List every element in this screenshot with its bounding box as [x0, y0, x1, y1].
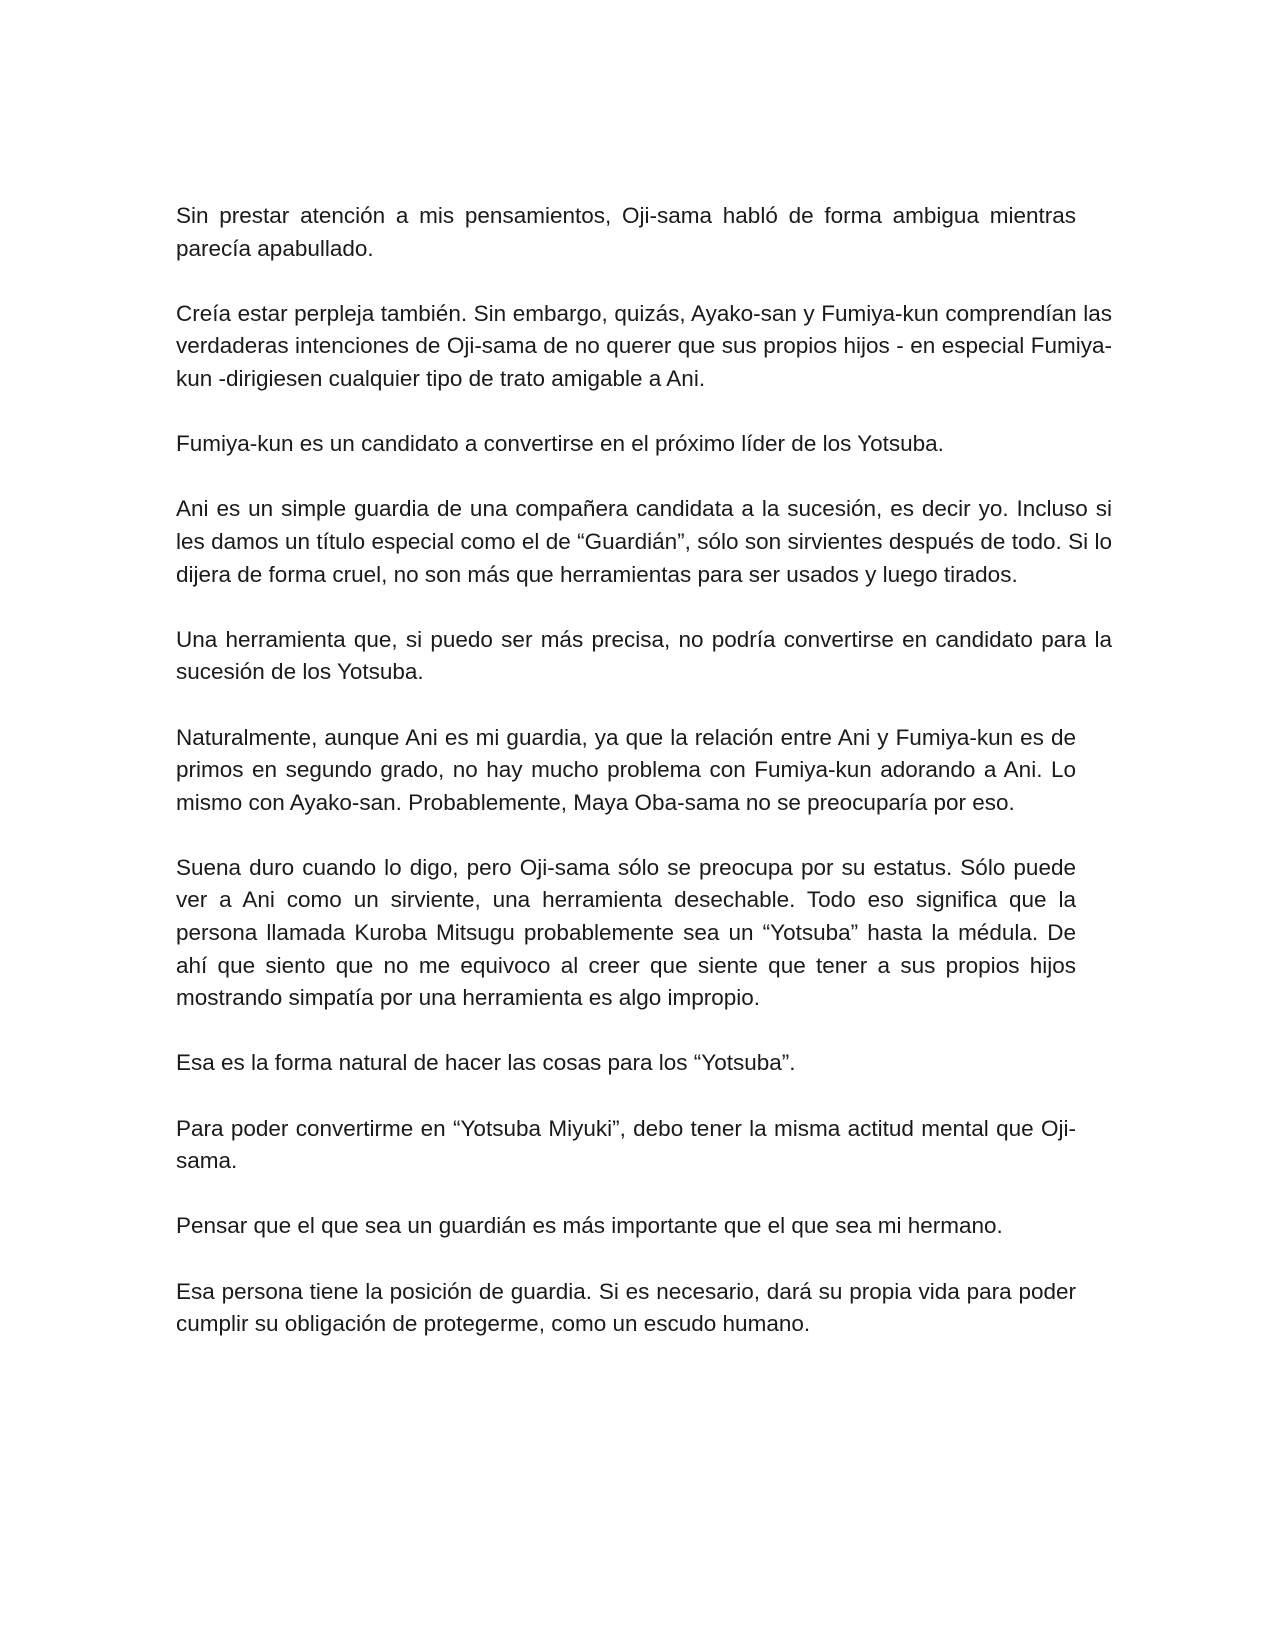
paragraph-1: Sin prestar atención a mis pensamientos, Oji-sama habló de forma ambigua mientras parecía apabullado.	[176, 203, 1076, 261]
paragraph-9: Para poder convertirme en “Yotsuba Miyuki”, debo tener la misma actitud mental que Oji-sama.	[176, 1115, 1076, 1174]
paragraph-10: Pensar que el que sea un guardián es más importante que el que sea mi hermano.	[176, 1213, 1003, 1239]
paragraph-11: Esa persona tiene la posición de guardia. Si es necesario, dará su propia vida para poder cumplir su obligación de protegerme, como un escudo humano.	[176, 1278, 1076, 1337]
paragraph-4: Ani es un simple guardia de una compañera candidata a la sucesión, es decir yo. Incluso si les damos un título especial como el de “Guardián”, sólo son sirvientes después de todo. Si lo dijera de forma cruel, no son más que herramientas para ser usados y luego tirados.	[176, 496, 1112, 587]
paragraph-6: Naturalmente, aunque Ani es mi guardia, ya que la relación entre Ani y Fumiya-kun es de primos en segundo grado, no hay mucho problema con Fumiya-kun adorando a Ani. Lo mismo con Ayako-san. Probablemente, Maya Oba-sama no se preocuparía por eso.	[176, 724, 1076, 815]
paragraph-3: Fumiya-kun es un candidato a convertirse en el próximo líder de los Yotsuba.	[176, 431, 944, 457]
paragraph-5: Una herramienta que, si puedo ser más precisa, no podría convertirse en candidato para la sucesión de los Yotsuba.	[176, 626, 1112, 685]
document-body	[176, 200, 1112, 1373]
paragraph-7: Suena duro cuando lo digo, pero Oji-sama sólo se preocupa por su estatus. Sólo puede ver a Ani como un sirviente, una herramienta desechable. Todo eso significa que la persona llamada Kuroba Mitsugu probablemente sea un “Yotsuba” hasta la médula. De ahí que siento que no me equivoco al creer que siente que tener a sus propios hijos mostrando simpatía por una herramienta es algo impropio.	[176, 854, 1076, 1011]
paragraph-2: Creía estar perpleja también. Sin embargo, quizás, Ayako-san y Fumiya-kun comprendían las verdaderas intenciones de Oji-sama de no querer que sus propios hijos - en especial Fumiya-kun -dirigiesen cualquier tipo de trato amigable a Ani.	[176, 300, 1112, 391]
paragraph-8: Esa es la forma natural de hacer las cosas para los “Yotsuba”.	[176, 1050, 796, 1076]
